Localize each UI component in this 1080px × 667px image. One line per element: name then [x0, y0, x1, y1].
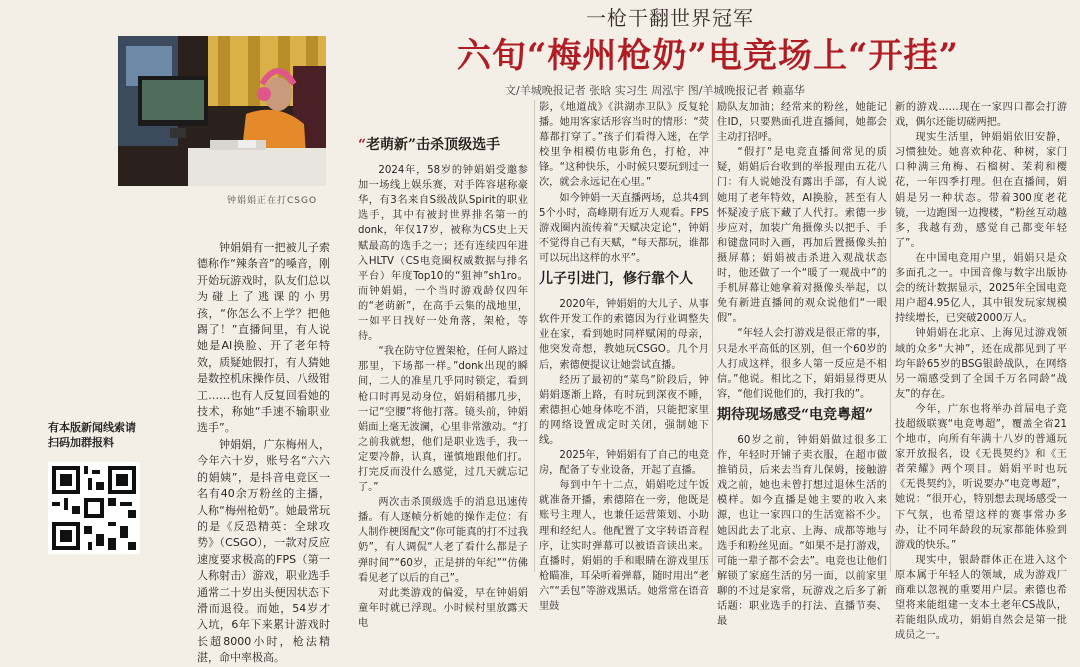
article-column-5	[890, 100, 1067, 642]
paragraph: 影，《地道战》《洪湖赤卫队》反复轮播。她用客家话形容当时的情形：“荧幕都打穿了。”孩子们看得入迷，在学校里争相模仿电影角色，打枪，冲锋。“这种快乐，小时候只要玩到过一次，就会永远记在心里。”	[539, 102, 709, 189]
qr-caption: 有本版新闻线索请扫码加群报料	[48, 421, 136, 449]
paragraph: 经历了最初的“菜鸟”阶段后，钟娟娟逐渐上路，有时玩到深夜不睡，索德担心她身体吃不消，只能把家里的网络设置成定时关闭，强制她下线。	[539, 374, 709, 446]
photo-caption: 钟娟娟正在打CSGO	[227, 196, 318, 206]
article-column-4	[712, 100, 887, 628]
section-heading-2: 儿子引进门，修行靠个人	[539, 271, 693, 288]
section-heading-3: 期待现场感受“电竞粤超”	[717, 406, 874, 423]
paragraph: 2025年，钟娟娟有了自己的电竞房，配备了专业设备，开起了直播。	[539, 450, 709, 477]
paragraph: 对此类游戏的偏爱，早在钟娟娟童年时就已浮现。小时候村里放露天电	[358, 587, 528, 629]
paragraph: 60岁之前，钟娟娟做过很多工作，年轻时开铺子卖衣服，在超市做推销员，后来去当育儿保姆，接触游戏之前，她也未曾打想过退休生活的模样。如今直播是她主要的收入来源，也让一家四口的生活宽裕不少。她因此去了北京、上海、成都等地与选手和粉丝见面。“如果不是打游戏，可能一辈子都不会去”。电竞也让他们解锁了家庭生活的另一面，以前家里聊的不过是家常，玩游戏之后多了新话题：职业选手的打法、直播节奏、最	[717, 434, 887, 628]
qr-code[interactable]	[48, 462, 140, 554]
paragraph: 钟娟娟在北京、上海见过游戏领域的众多“大神”，还在成都见到了平均年龄65岁的BSG银龄战队，在网络另一端感受到了全国千万名同龄“战友”的存在。	[895, 328, 1067, 400]
article-column-3	[534, 100, 709, 612]
paragraph: 新的游戏……现在一家四口都会打游戏，偶尔还能切磋两把。	[895, 102, 1067, 129]
paragraph: 现实中，银龄群体正在进入这个原本属于年轻人的领域，成为游戏厂商难以忽视的重要用户层。索德也希望将来能组建一支本土老年CS战队，若能组队成功，娟娟自然会是第一批成员之一。	[895, 554, 1067, 642]
paragraph: 如今钟娟一天直播两场，总共4到5个小时，高峰期有近万人观看。FPS游戏圈内流传着“天赋决定论”，钟娟不觉得自己有天赋，“每天都玩，谁都可以玩出这样的水平”。	[539, 192, 709, 264]
paragraph: “我在防守位置架枪，任何人路过那里，下场都一样。”donk出现的瞬间，二人的准星几乎同时锁定，看到枪口时再晃动身位，娟娟稍挪几步，一记“空腰”将他打落。镜头前，钟娟娟面上毫无波澜，心里非常激动。“打之前我就想，他们是职业选手，我一定要冷静，认真，谨慎地跟他们打。打完反而没什么感觉，过几天就忘记了。”	[358, 346, 528, 494]
paragraph: 现实生活里，钟娟娟依旧安静，习惯独处。她喜欢种花、种树，家门口种满三角梅、石榴树、茉莉和樱花，一年四季打理。但在直播间，娟娟是另一种状态。带着300度老花镜，一边跑图一边搜楼，“粉丝互动越多，我越有劲，感觉自己都变年轻了”。	[895, 132, 1067, 249]
lead-paragraph: 钟娟娟有一把被儿子索德称作“辣条音”的嗓音，刚开始玩游戏时，队友们总以为碰上了逃课的小男孩，“你怎么不上学？把他踢了！”直播间里，有人说她是AI换脸、开了老年特效，质疑她假打，有人猜她是数控机床操作员、八级钳工……也有人反复回看她的技术，称她“手速不输职业选手”。	[197, 241, 330, 435]
paragraph: 在中国电竞用户里，娟娟只是众多面孔之一。中国音像与数字出版协会的统计数据显示，2025年全国电竞用户超4.95亿人，其中银发玩家规模持续增长，已突破2000万人。	[895, 252, 1067, 325]
kicker: 一枪干翻世界冠军	[586, 6, 754, 30]
lead-paragraph: 钟娟娟，广东梅州人，今年六十岁，账号名“六六的娟姨”，是抖音电竞区一名有40余万粉丝的主播，人称“梅州枪奶”。她最常玩的是《反恐精英：全球攻势》（CSGO），一款对反应速度要求极高的FPS（第一人称射击）游戏，职业选手通常二十岁出头便因状态下滑而退役。而她，54岁才入坑，6年下来累计游戏时长超8000小时，枪法精湛，命中率极高。	[197, 437, 330, 665]
paragraph: “假打”是电竞直播间常见的质疑，娟娟后台收到的举报理由五花八门：有人说她没有露出手部，有人说她用了老年特效，AI换脸，甚至有人怀疑凌子底下藏了人代打。索德一步步应对，加装广角摄像头以把手、手和键盘同时入画，再加后置摄像头拍摄屏幕；娟娟被击杀进入观战状态时，他还做了一个“暖了一观战中”的手机屏幕让她拿着对摄像头举起，以免有新进直播间的观众说他们“一眼假”。	[717, 147, 887, 325]
paragraph: 两次击杀顶级选手的消息迅速传播。有人逐帧分析她的操作走位：有人制作梗图配文“你可能真的打不过我奶”，有人调侃“人老了看什么都是子弹时间”“60岁，正是拼的年纪”“仿佛看见老了以后的自己”。	[358, 497, 528, 584]
paragraph: 今年，广东也将举办首届电子竞技超级联赛“电竞粤超”，覆盖全省21个地市，向所有年满十八岁的普通玩家开放报名，设《无畏契约》和《王者荣耀》两个项目。娟娟平时也玩《无畏契约》，听说要办“电竞粤超”，她说：“很开心，特别想去现场感受一下气氛，也希望这样的赛事常办多办，让不同年龄段的玩家都能体验到游戏的快乐。”	[895, 403, 1067, 551]
paragraph: “年轻人会打游戏是很正常的事，只是水平高低的区别，但一个60岁的人打成这样，很多人第一反应是不相信。”他说。相比之下，娟娟显得更从容，“他们说他们的，我打我的”。	[717, 328, 887, 400]
paragraph: 励队友加油；经常来的粉丝，她能记住ID，只要熟面孔进直播间，她都会主动打招呼。	[717, 102, 887, 144]
paragraph: 2024年，58岁的钟娟娟受邀参加一场线上娱乐赛，对手阵容堪称豪华，有3名来自S级战队Spirit的职业选手，其中有被封世界排名第一的donk，年仅17岁，被称为CS史上天赋最高的选手之一；还有连续四年进入HLTV（CS电竞圈权威数据与排名平台）年度Top10的“狙神”sh1ro。而钟娟娟，一个当时游戏龄仅四年的“老萌新”，在高手云集的战地里，一如平日找好一处角落，架枪，等待。	[358, 165, 528, 343]
paragraph: 每到中午十二点，娟娟吃过午饭就准备开播，索德陪在一旁，他既是账号主理人，也兼任运营策划、小助理和经纪人。他配置了文字转语音程序，让实时弹幕可以被语音读出来。直播时，娟娟的手和眼睛在游戏里压枪瞄准，耳朵听着弹幕，随时用出“老六”“丢包”等游戏黑话。她常常在语音里鼓	[539, 480, 709, 612]
photo-gamer-illustration	[118, 36, 326, 186]
byline: 文/羊城晚报记者 张晗 实习生 周泓宇 图/羊城晚报记者 赖嘉华	[505, 84, 805, 97]
qr-code-icon	[48, 462, 140, 554]
headline: 六旬“梅州枪奶”电竞场上“开挂”	[456, 36, 960, 76]
photo	[118, 36, 326, 186]
article-column-2	[358, 132, 528, 629]
paragraph: 2020年，钟娟娟的大儿子、从事软件开发工作的索德因为行业调整失业在家，看到她时同样赋闲的母亲，他突发奇想，教她玩CSGO。几个月后，索德便提议让她尝试直播。	[539, 299, 709, 371]
lead-column	[197, 240, 330, 665]
section-heading-1: “老萌新”击杀顶级选手	[358, 137, 501, 153]
